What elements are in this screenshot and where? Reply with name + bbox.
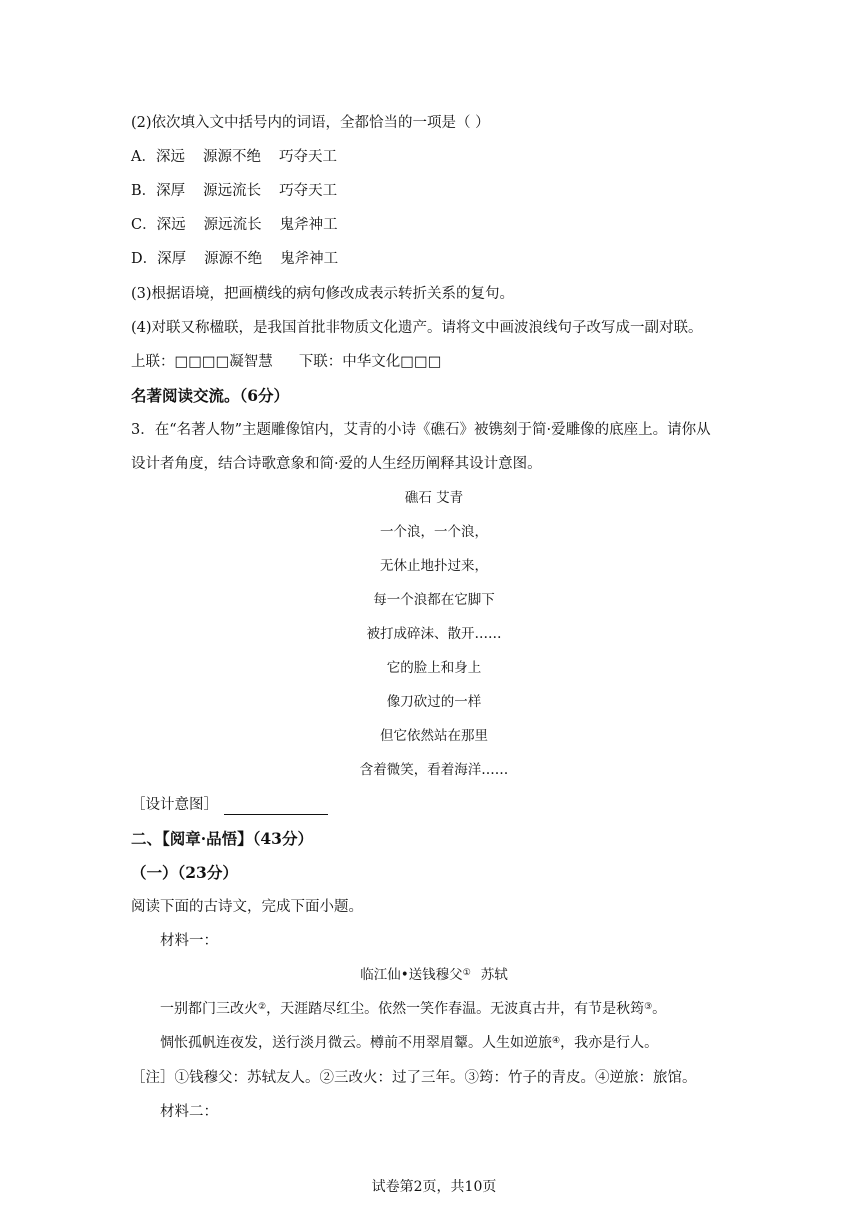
answer-blank[interactable] [224, 798, 328, 815]
note-mark: ② [258, 1002, 267, 1012]
ci-text: 一别都门三改火 [160, 1001, 258, 1017]
option-b[interactable] [131, 181, 337, 201]
option-word-2: 源远流长 [203, 217, 262, 233]
part-1-title: （一）（23分） [131, 863, 238, 882]
ci-line-2 [160, 1033, 658, 1053]
ci-line-1 [160, 999, 666, 1019]
poem-line: 一个浪，一个浪， [380, 524, 488, 540]
option-word-1: 深远 [156, 217, 186, 233]
option-word-2: 源源不绝 [204, 251, 263, 267]
question-3-line-2: 设计者角度，结合诗歌意象和简·爱的人生经历阐释其设计意图。 [131, 456, 542, 472]
option-a[interactable] [131, 147, 337, 167]
option-word-2: 源远流长 [203, 183, 262, 199]
option-word-3: 巧夺天工 [278, 149, 337, 165]
ci-title-line [0, 965, 868, 985]
option-word-1: 深远 [155, 149, 185, 165]
design-intent-label: ［设计意图］ [131, 797, 218, 813]
instruction: 阅读下面的古诗文，完成下面小题。 [131, 899, 363, 915]
question-3-line-1: 3．在“名著人物”主题雕像馆内，艾青的小诗《礁石》被镌刻于简·爱雕像的底座上。请你从 [131, 422, 711, 438]
option-word-3: 巧夺天工 [279, 183, 338, 199]
option-word-3: 鬼斧神工 [280, 251, 339, 267]
ci-title: 临江仙•送钱穆父 [360, 967, 463, 983]
option-letter: B． [131, 183, 157, 199]
design-intent-row [131, 795, 328, 815]
option-word-1: 深厚 [156, 183, 186, 199]
poem-line: 每一个浪都在它脚下 [373, 592, 495, 608]
poem-line: 像刀砍过的一样 [386, 694, 482, 710]
ci-text: 。 [652, 1001, 667, 1017]
material-2-label: 材料二： [160, 1104, 218, 1120]
option-d[interactable] [131, 249, 338, 269]
ci-text: 惆怅孤帆连夜发，送行淡月微云。樽前不用翠眉颦。人生如逆旅 [160, 1035, 552, 1051]
option-letter: A． [131, 149, 156, 165]
section-reading-title: 名著阅读交流。（6分） [131, 386, 290, 405]
option-word-2: 源源不绝 [202, 149, 261, 165]
question-2-sub-3: (3)根据语境，把画横线的病句修改成表示转折关系的复句。 [131, 286, 515, 302]
notes: ［注］①钱穆父：苏轼友人。②三改火：过了三年。③筠：竹子的青皮。④逆旅：旅馆。 [131, 1070, 697, 1086]
option-word-3: 鬼斧神工 [279, 217, 338, 233]
option-letter: D． [131, 251, 158, 267]
page-footer: 试卷第2页，共10页 [371, 1179, 497, 1195]
poem-line: 但它依然站在那里 [380, 728, 488, 744]
option-letter: C． [131, 217, 157, 233]
ci-author: 苏轼 [480, 967, 508, 983]
ci-title-note-mark: ① [462, 968, 471, 978]
section-2-title: 二、【阅章·品悟】（43分） [131, 829, 313, 848]
question-2-sub-4: (4)对联又称楹联，是我国首批非物质文化遗产。请将文中画波浪线句子改写成一副对联。 [131, 320, 703, 336]
note-mark: ④ [552, 1036, 561, 1046]
poem-title: 礁石 艾青 [404, 490, 464, 506]
couplet-line [131, 352, 441, 372]
couplet-upper: 上联：□□□□凝智慧 [131, 354, 273, 370]
material-1-label: 材料一： [160, 933, 218, 949]
note-mark: ③ [644, 1002, 653, 1012]
poem-line: 它的脸上和身上 [386, 660, 482, 676]
poem-line: 无休止地扑过来， [380, 558, 488, 574]
ci-text: ，我亦是行人。 [560, 1035, 659, 1051]
option-word-1: 深厚 [157, 251, 187, 267]
question-2-sub-2: (2)依次填入文中括号内的词语，全都恰当的一项是（ ） [131, 115, 490, 131]
poem-line: 含着微笑，看着海洋…… [359, 762, 509, 778]
couplet-lower: 下联：中华文化□□□ [298, 354, 442, 370]
poem-line: 被打成碎沫、散开…… [366, 626, 502, 642]
option-c[interactable] [131, 215, 338, 235]
ci-text: ，天涯踏尽红尘。依然一笑作春温。无波真古井，有节是秋筠 [266, 1001, 645, 1017]
